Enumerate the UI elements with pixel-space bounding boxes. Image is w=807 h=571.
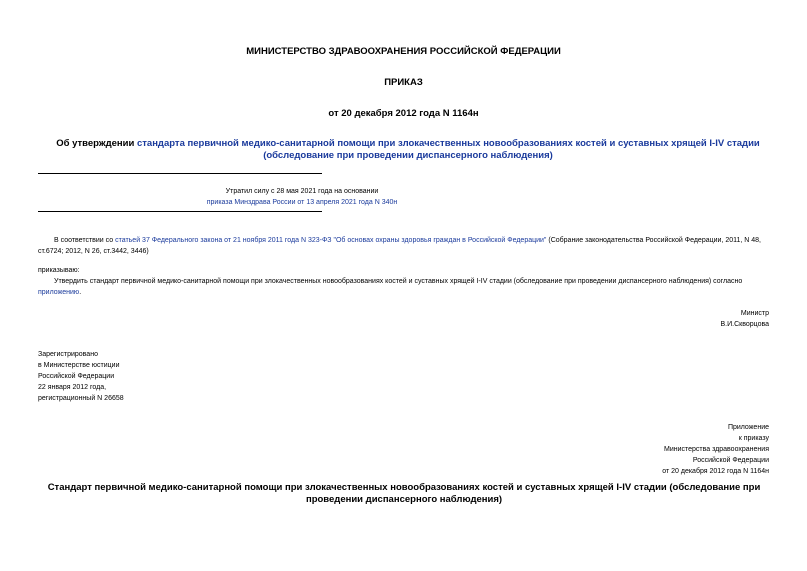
registration-block <box>38 349 124 404</box>
registration-line: 22 января 2012 года, <box>38 384 107 391</box>
registration-line: в Министерстве юстиции <box>38 362 120 369</box>
title-prefix: Об утверждении <box>56 138 137 149</box>
standard-title: Стандарт первичной медико-санитарной помощи при злокачественных новообразованиях костей и суставных хрящей I-IV стадии (обследование при проведении диспансерного наблюдения) <box>47 482 761 505</box>
repeal-order-link[interactable]: приказа Минздрава России от 13 апреля 2021 года N 340н <box>206 199 398 206</box>
law-link[interactable]: статьей 37 Федерального закона от 21 ноября 2011 года N 323-ФЗ "Об основах охраны здоровья граждан в Российской Федерации" <box>115 237 547 244</box>
standard-link[interactable]: стандарта первичной медико-санитарной помощи при злокачественных новообразованиях костей и суставных хрящей I-IV стадии (обследование при проведении диспансерного наблюдения) <box>136 138 760 161</box>
approval-text: Утвердить стандарт первичной медико-санитарной помощи при злокачественных новообразованиях костей и суставных хрящей I-IV стадии (обследование при проведении диспансерного наблюдения) согласно <box>54 278 743 285</box>
order-word: приказываю: <box>38 267 80 274</box>
preamble-prefix: В соответствии со <box>54 237 116 244</box>
order-date: от 20 декабря 2012 года N 1164н <box>328 108 479 119</box>
appendix-block <box>662 422 769 477</box>
signatory-role: Министр <box>740 310 769 317</box>
divider-bottom <box>38 211 322 212</box>
approval-end: . <box>79 289 82 296</box>
appendix-line: Министерства здравоохранения <box>664 446 769 453</box>
divider-top <box>38 173 322 174</box>
registration-line: Российской Федерации <box>38 373 115 380</box>
appendix-line: от 20 декабря 2012 года N 1164н <box>662 468 769 475</box>
preamble-suffix: (Собрание законодательства Российской Федерации, 2011, N 48, ст.6724; 2012, N 26, ст.3442, 3446) <box>38 237 762 255</box>
notice-line: Утратил силу с 28 мая 2021 года на основании <box>225 188 379 195</box>
signatory-name: В.И.Скворцова <box>720 321 769 328</box>
order-heading: ПРИКАЗ <box>384 77 423 88</box>
appendix-line: Приложение <box>727 424 769 431</box>
order-title <box>48 138 768 162</box>
registration-line: регистрационный N 26658 <box>38 395 124 402</box>
appendix-link[interactable]: приложению <box>38 289 80 296</box>
appendix-line: к приказу <box>738 435 769 442</box>
ministry-heading: МИНИСТЕРСТВО ЗДРАВООХРАНЕНИЯ РОССИЙСКОЙ ФЕДЕРАЦИИ <box>246 46 561 57</box>
appendix-line: Российской Федерации <box>692 457 769 464</box>
preamble-paragraph <box>38 235 770 257</box>
approval-paragraph <box>38 276 770 298</box>
registration-line: Зарегистрировано <box>38 351 98 358</box>
